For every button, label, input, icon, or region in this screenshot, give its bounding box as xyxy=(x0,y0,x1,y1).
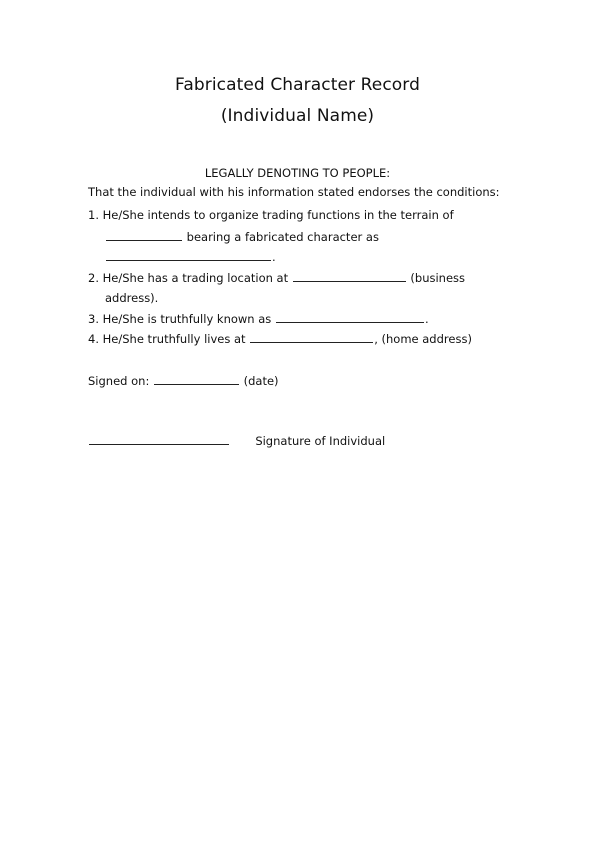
known-as-blank[interactable] xyxy=(276,312,424,323)
item-number: 4. xyxy=(88,332,99,346)
document-subtitle: (Individual Name) xyxy=(220,106,375,126)
item-text: bearing a fabricated character as xyxy=(186,230,379,244)
list-item-1-cont2: . xyxy=(105,250,276,264)
signature-blank[interactable] xyxy=(89,434,229,445)
item-text: address). xyxy=(105,291,159,305)
fabricated-name-blank[interactable] xyxy=(106,250,271,261)
item-number: 3. xyxy=(88,312,99,326)
list-item-1 xyxy=(88,208,454,222)
date-blank[interactable] xyxy=(154,374,239,385)
list-item-3: 3. He/She is truthfully known as . xyxy=(88,312,429,326)
item-text: He/She is truthfully known as xyxy=(102,312,272,326)
home-address-blank[interactable] xyxy=(250,332,373,343)
section-heading: LEGALLY DENOTING TO PEOPLE: xyxy=(204,166,391,180)
list-item-2-cont xyxy=(105,291,158,305)
list-item-4 xyxy=(88,332,472,346)
signed-on-line xyxy=(88,374,279,388)
item-number: 1. xyxy=(88,208,99,222)
intro-text: That the individual with his information stated endorses the conditions: xyxy=(88,185,500,199)
item-text: He/She truthfully lives at xyxy=(102,332,246,346)
item-text: He/She intends to organize trading functions in the terrain of xyxy=(102,208,454,222)
terrain-blank[interactable] xyxy=(106,230,182,241)
signature-label: Signature of Individual xyxy=(255,434,386,448)
item-text: He/She has a trading location at xyxy=(102,271,289,285)
item-text: (business xyxy=(410,271,466,285)
item-text: , (home address) xyxy=(374,332,472,346)
item-number: 2. xyxy=(88,271,99,285)
trading-location-blank[interactable] xyxy=(293,271,406,282)
list-item-1-cont xyxy=(105,230,379,244)
date-label: (date) xyxy=(243,374,279,388)
document-title: Fabricated Character Record xyxy=(175,75,420,95)
signature-line xyxy=(88,434,385,448)
list-item-2 xyxy=(88,271,465,285)
signed-on-label: Signed on: xyxy=(88,374,150,388)
